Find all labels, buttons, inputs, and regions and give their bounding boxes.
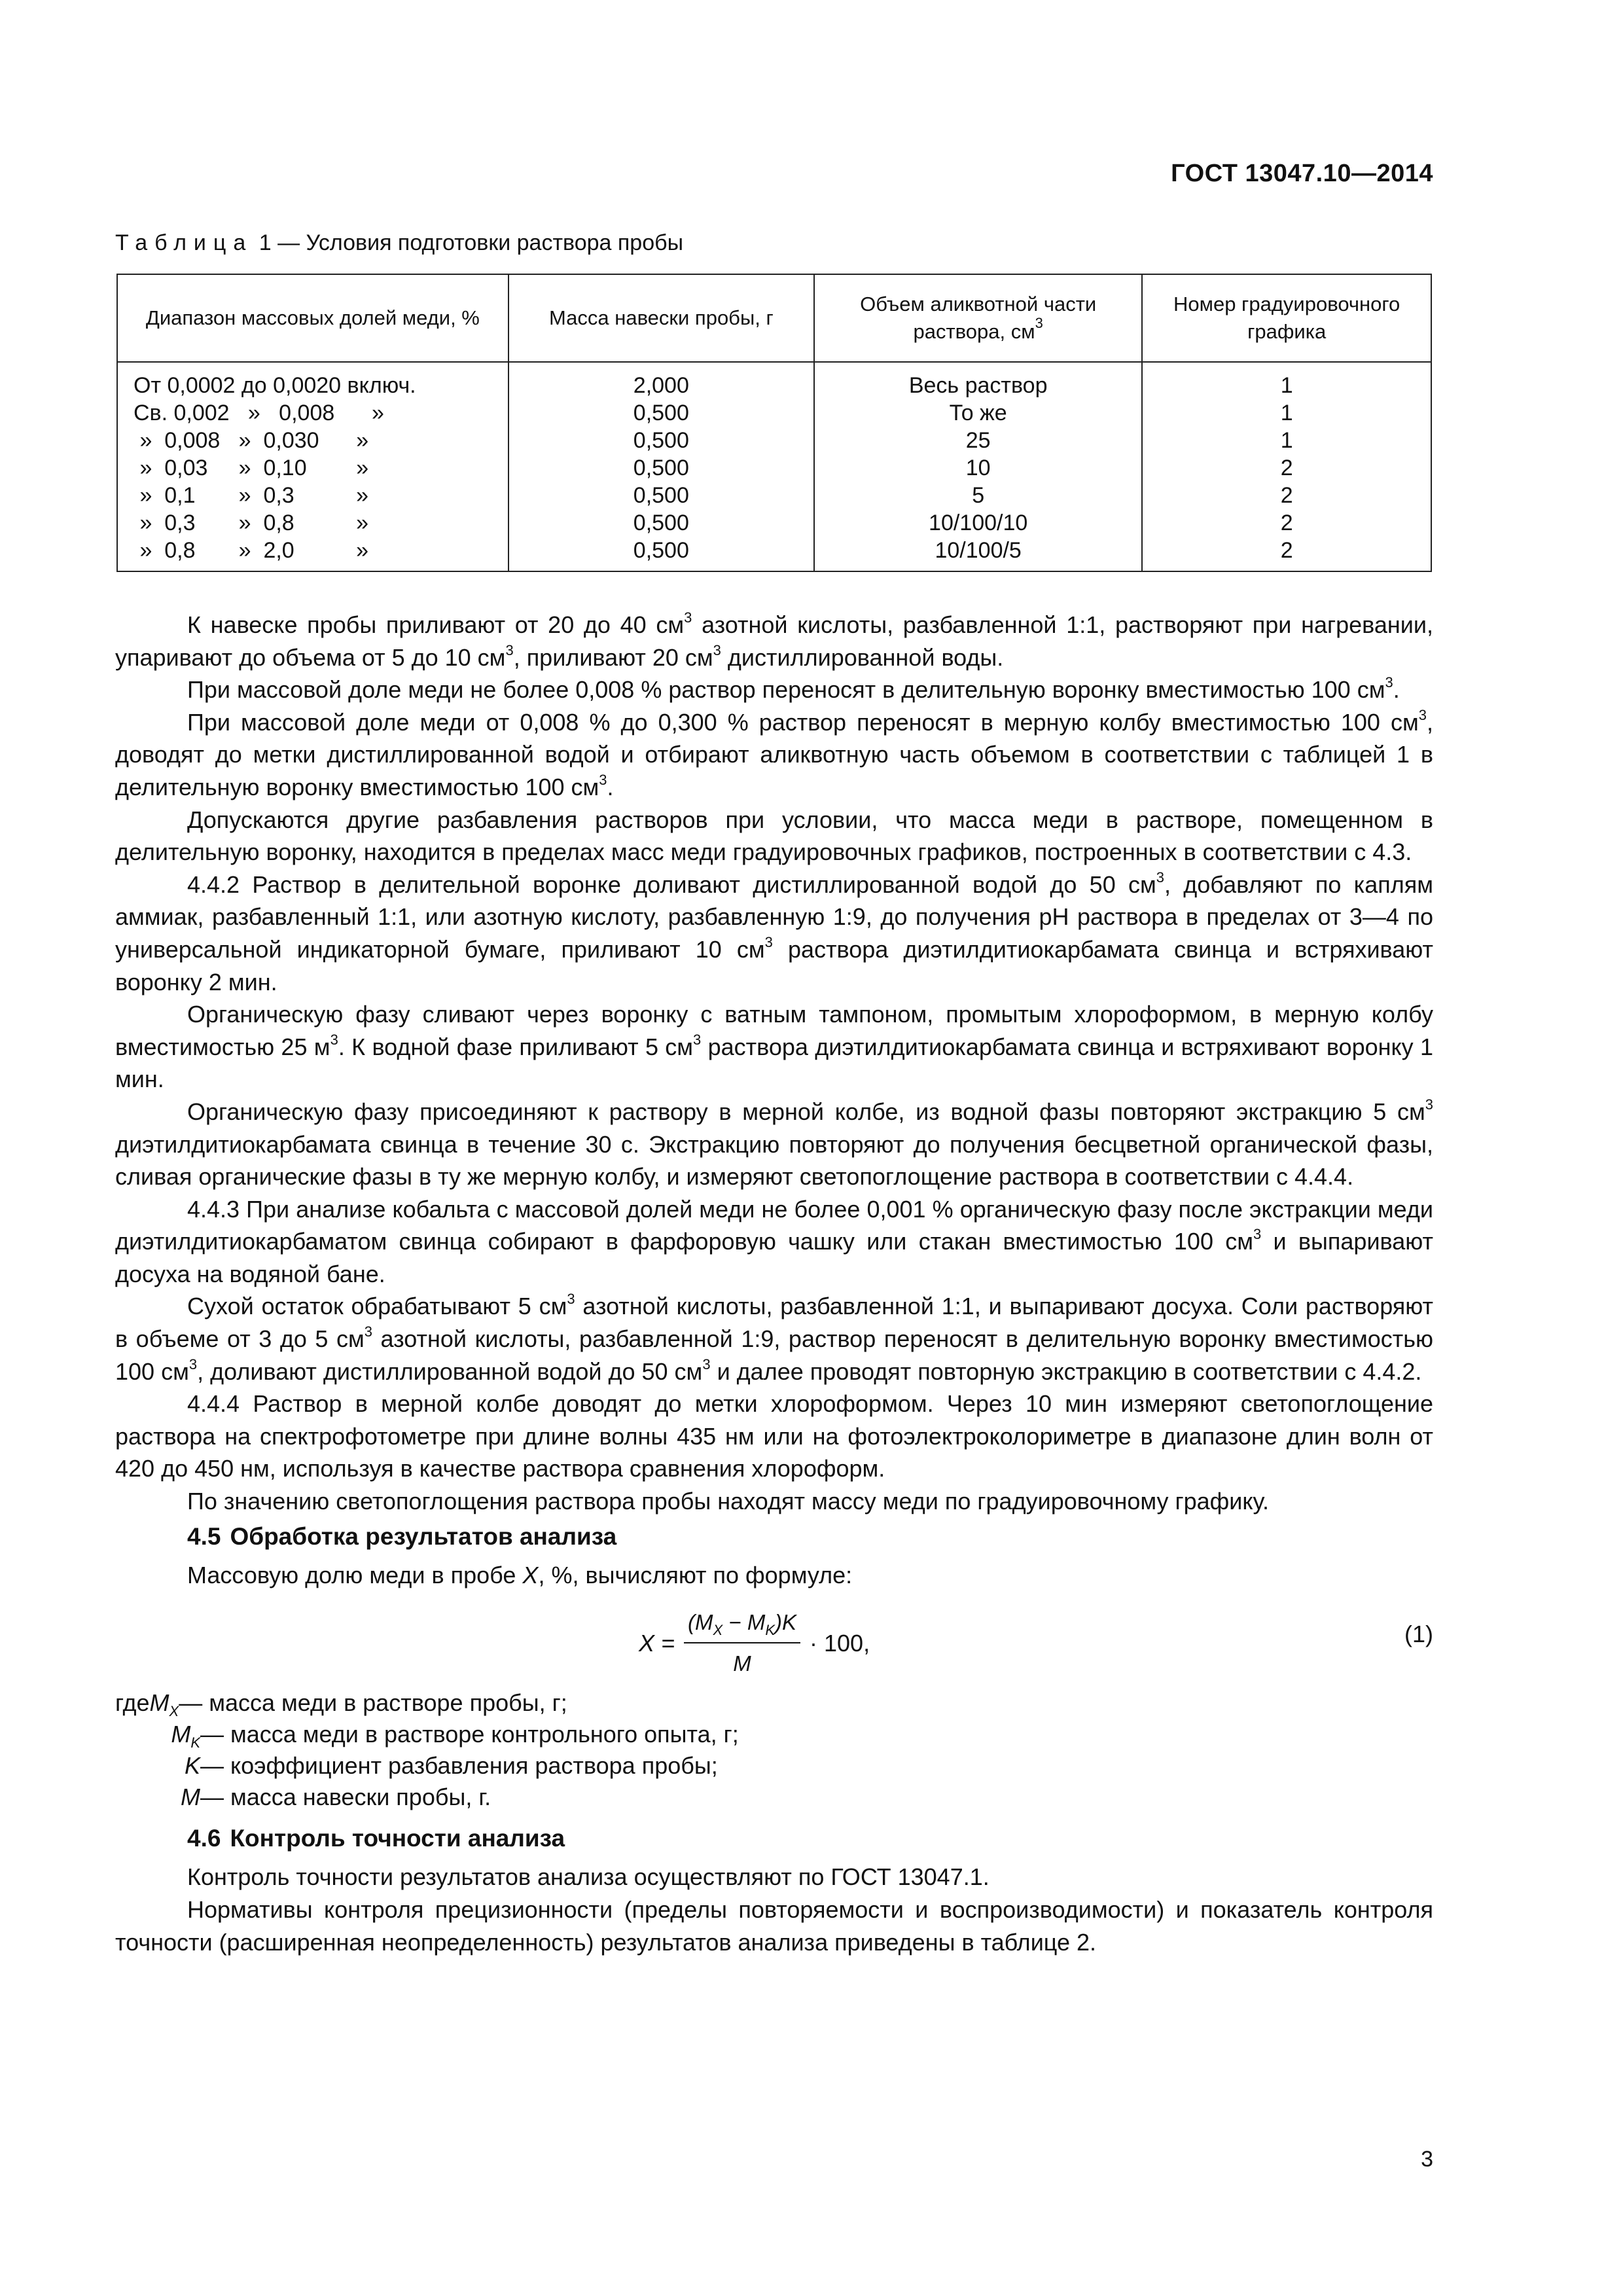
superscript: 3 xyxy=(1156,869,1164,886)
formula-numerator xyxy=(684,1606,800,1644)
formula-denominator xyxy=(733,1643,751,1680)
text-run: При массовой доле меди не более 0,008 % раствор переносят в делительную воронку вместимостью 100 см xyxy=(187,676,1385,704)
table-header-row xyxy=(117,274,1431,362)
formula-subscript: X xyxy=(713,1621,723,1638)
formula-subscript: K xyxy=(765,1621,776,1638)
legend-symbol-letter: M xyxy=(171,1720,191,1748)
paragraph: Контроль точности результатов анализа осуществляют по ГОСТ 13047.1. xyxy=(187,1863,990,1891)
text-run: диэтилдитиокарбамата свинца в течение 30 с. Экстракцию повторяют до получения бесцветной органической фазы, сливая органические фазы в ту же мерную колбу, и измеряют светопоглощение раствора в соответствии с 4.4.4. xyxy=(115,1130,1433,1191)
cell-mass: 0,500 xyxy=(508,482,814,509)
superscript: 3 xyxy=(1253,1226,1262,1243)
paragraph xyxy=(115,998,1433,1096)
cell-aliquot: Весь раствор xyxy=(814,362,1142,399)
header-aliquot-volume xyxy=(814,274,1142,362)
section-number: 4.6 xyxy=(187,1824,221,1852)
superscript: 3 xyxy=(364,1323,372,1340)
formula-tail: · 100, xyxy=(810,1629,870,1657)
text-run: . xyxy=(607,773,614,800)
paragraph xyxy=(115,673,1433,706)
cell-range: От 0,0002 до 0,0020 включ. xyxy=(117,362,508,399)
superscript: 3 xyxy=(567,1291,575,1308)
cell-aliquot: 10 xyxy=(814,454,1142,482)
paragraph xyxy=(115,869,1433,998)
conditions-table xyxy=(116,274,1432,572)
text-run: К навеске пробы приливают от 20 до 40 см xyxy=(187,611,685,638)
section-title: Обработка результатов анализа xyxy=(230,1522,617,1550)
text-run: , приливают 20 см xyxy=(513,643,713,671)
superscript: 3 xyxy=(1425,1096,1433,1113)
header-calibration-number: Номер градуировочного графика xyxy=(1142,274,1431,362)
cell-mass: 0,500 xyxy=(508,427,814,454)
legend-item xyxy=(115,1687,1433,1719)
text-run: 4.4.3 При анализе кобальта с массовой долей меди не более 0,001 % органическую фазу после экстракции меди диэтилдитиокарбаматом свинца собирают в фарфоровую чашку или стакан вместимостью 100 см xyxy=(115,1195,1433,1255)
header-copper-range: Диапазон массовых долей меди, % xyxy=(117,274,508,362)
text-run: раствора диэтилдитиокарбамата свинца и встряхивают воронку 1 мин. xyxy=(115,1033,1434,1093)
cell-range: » 0,3 » 0,8 » xyxy=(117,509,508,537)
table-row xyxy=(117,537,1431,571)
text-run: 4.4.2 Раствор в делительной воронке доливают дистиллированной водой до 50 см xyxy=(187,870,1156,898)
table-row xyxy=(117,399,1431,427)
header-sample-mass: Масса навески пробы, г xyxy=(508,274,814,362)
legend-desc: — масса навески пробы, г. xyxy=(200,1783,491,1810)
text-run: , %, вычисляют по формуле: xyxy=(538,1562,853,1589)
formula-term: (M xyxy=(688,1609,713,1634)
text-run: Органическую фазу присоединяют к раствору в мерной колбе, из водной фазы повторяют экстракцию 5 см xyxy=(187,1098,1425,1125)
paragraph xyxy=(115,1193,1433,1291)
legend-symbol-letter: M xyxy=(149,1689,169,1716)
superscript: 3 xyxy=(505,641,514,658)
header-aliquot-sup: 3 xyxy=(1035,315,1043,331)
formula-term: − M xyxy=(722,1609,766,1634)
paragraph xyxy=(115,706,1433,804)
paragraph: Нормативы контроля прецизионности (пределы повторяемости и воспроизводимости) и показатель контроля точности (расширенная неопределенность) результатов анализа приведены в таблице 2. xyxy=(115,1896,1433,1956)
cell-graph: 2 xyxy=(1142,509,1431,537)
text-run: Массовую долю меди в пробе xyxy=(187,1562,523,1589)
text-run: азотной кислоты, разбавленной 1:9, раствор переносят в делительную воронку вместимостью 100 см xyxy=(115,1325,1433,1385)
paragraph: 4.4.4 Раствор в мерной колбе доводят до метки хлороформом. Через 10 мин измеряют светопоглощение раствора на спектрофотометре при длине волны 435 нм или на фотоэлектроколориметре в диапазоне длин волн от 420 до 450 нм, используя в качестве раствора сравнения хлороформ. xyxy=(115,1390,1433,1482)
cell-aliquot: 5 xyxy=(814,482,1142,509)
table-caption-word: Таблица xyxy=(115,230,253,255)
cell-range: Св. 0,002 » 0,008 » xyxy=(117,399,508,427)
text-run: При массовой доле меди от 0,008 % до 0,300 % раствор переносят в мерную колбу вместимостью 100 см xyxy=(187,708,1419,736)
text-run: , добавляют по каплям аммиак, разбавленный 1:1, или азотную кислоту, разбавленную 1:9, до получения pH раствора в пределах от 3—4 по универсальной индикаторной бумаге, приливают 10 см xyxy=(115,870,1433,963)
text-run: и далее проводят повторную экстракцию в соответствии с 4.4.2. xyxy=(710,1357,1422,1385)
paragraph: По значению светопоглощения раствора пробы находят массу меди по градуировочному графику. xyxy=(187,1488,1269,1515)
text-run: Сухой остаток обрабатывают 5 см xyxy=(187,1293,567,1320)
legend-item xyxy=(115,1750,1433,1782)
cell-aliquot: То же xyxy=(814,399,1142,427)
text-run: . К водной фазе приливают 5 см xyxy=(338,1033,694,1060)
cell-mass: 0,500 xyxy=(508,509,814,537)
table-row xyxy=(117,427,1431,454)
superscript: 3 xyxy=(684,609,692,626)
cell-mass: 2,000 xyxy=(508,362,814,399)
text-run: Органическую фазу сливают через воронку с ватным тампоном, промытым хлороформом, в мерную колбу вместимостью 25 м xyxy=(115,1001,1433,1060)
legend-symbol xyxy=(115,1719,200,1750)
superscript: 3 xyxy=(764,933,773,950)
legend-symbol xyxy=(115,1782,200,1813)
table-row xyxy=(117,362,1431,399)
header-aliquot-text: Объем аликвотной части раствора, см xyxy=(860,293,1097,343)
cell-graph: 1 xyxy=(1142,427,1431,454)
table-row xyxy=(117,454,1431,482)
formula xyxy=(639,1606,870,1680)
section-title: Контроль точности анализа xyxy=(230,1824,565,1852)
text-run: раствора диэтилдитиокарбамата свинца и встряхивают воронку 2 мин. xyxy=(115,935,1433,996)
formula-number: (1) xyxy=(1404,1620,1433,1647)
cell-mass: 0,500 xyxy=(508,399,814,427)
legend-desc: — масса меди в растворе пробы, г; xyxy=(179,1689,567,1716)
cell-graph: 2 xyxy=(1142,482,1431,509)
legend-item xyxy=(115,1719,1433,1750)
legend-symbol-sub: K xyxy=(190,1734,200,1751)
cell-aliquot: 25 xyxy=(814,427,1142,454)
legend-symbol xyxy=(115,1750,200,1782)
table-row xyxy=(117,509,1431,537)
legend-symbol-sub: X xyxy=(169,1702,179,1719)
paragraph xyxy=(115,1559,1433,1592)
legend-symbol xyxy=(150,1687,179,1719)
text-run: , доливают дистиллированной водой до 50 см xyxy=(197,1357,703,1385)
text-run: дистиллированной воды. xyxy=(721,643,1004,671)
cell-range: » 0,1 » 0,3 » xyxy=(117,482,508,509)
cell-range: » 0,008 » 0,030 » xyxy=(117,427,508,454)
formula-term: )K xyxy=(775,1609,797,1634)
text-run: , доводят до метки дистиллированной водой и отбирают аликвотную часть объемом в соответствии с таблицей 1 в делительную воронку вместимостью 100 см xyxy=(115,708,1433,800)
formula-block xyxy=(115,1601,1433,1683)
table-row xyxy=(117,482,1431,509)
legend-desc: — масса меди в растворе контрольного опыта, г; xyxy=(200,1720,739,1748)
formula-lhs: X = xyxy=(639,1629,675,1657)
paragraph xyxy=(115,1290,1433,1388)
formula-legend xyxy=(115,1687,1433,1813)
body-text xyxy=(115,609,1433,1958)
text-run: азотной кислоты, разбавленной 1:1, и выпаривают досуха. Соли растворяют в объеме от 3 до 5 см xyxy=(115,1293,1433,1353)
legend-symbol-letter: M xyxy=(181,1783,200,1810)
document-header: ГОСТ 13047.10—2014 xyxy=(1171,160,1433,187)
paragraph xyxy=(115,1096,1433,1193)
cell-graph: 1 xyxy=(1142,362,1431,399)
cell-aliquot: 10/100/10 xyxy=(814,509,1142,537)
superscript: 3 xyxy=(702,1355,711,1372)
cell-aliquot: 10/100/5 xyxy=(814,537,1142,571)
text-run: азотной кислоты, разбавленной 1:1, растворяют при нагревании, упаривают до объема от 5 до 10 см xyxy=(115,611,1433,671)
formula-fraction xyxy=(684,1606,800,1680)
cell-graph: 1 xyxy=(1142,399,1431,427)
legend-desc: — коэффициент разбавления раствора пробы; xyxy=(200,1751,718,1779)
legend-symbol-letter: K xyxy=(184,1751,200,1779)
paragraph xyxy=(115,609,1433,673)
table-caption-text: 1 — Условия подготовки раствора пробы xyxy=(253,230,684,255)
cell-range: » 0,8 » 2,0 » xyxy=(117,537,508,571)
superscript: 3 xyxy=(330,1031,338,1048)
superscript: 3 xyxy=(599,771,607,788)
cell-graph: 2 xyxy=(1142,537,1431,571)
table-caption xyxy=(115,230,683,256)
cell-graph: 2 xyxy=(1142,454,1431,482)
cell-range: » 0,03 » 0,10 » xyxy=(117,454,508,482)
cell-mass: 0,500 xyxy=(508,537,814,571)
variable-x: X xyxy=(522,1562,539,1589)
text-run: . xyxy=(1393,676,1400,704)
section-number: 4.5 xyxy=(187,1522,221,1550)
legend-item xyxy=(115,1782,1433,1813)
superscript: 3 xyxy=(1418,706,1427,723)
section-heading-4-6 xyxy=(115,1822,1433,1855)
superscript: 3 xyxy=(713,641,721,658)
superscript: 3 xyxy=(1385,674,1393,691)
text-run: и выпаривают досуха на водяной бане. xyxy=(115,1228,1433,1287)
paragraph: Допускаются другие разбавления растворов при условии, что масса меди в растворе, помещенном в делительную воронку, находится в пределах масс меди градуировочных графиков, построенных в соответствии с 4.3. xyxy=(115,806,1433,866)
formula-term: M xyxy=(733,1651,751,1676)
page-number: 3 xyxy=(1421,2147,1433,2172)
superscript: 3 xyxy=(188,1355,198,1372)
section-heading-4-5 xyxy=(115,1520,1433,1553)
superscript: 3 xyxy=(693,1031,702,1048)
cell-mass: 0,500 xyxy=(508,454,814,482)
legend-where: где xyxy=(115,1689,150,1716)
